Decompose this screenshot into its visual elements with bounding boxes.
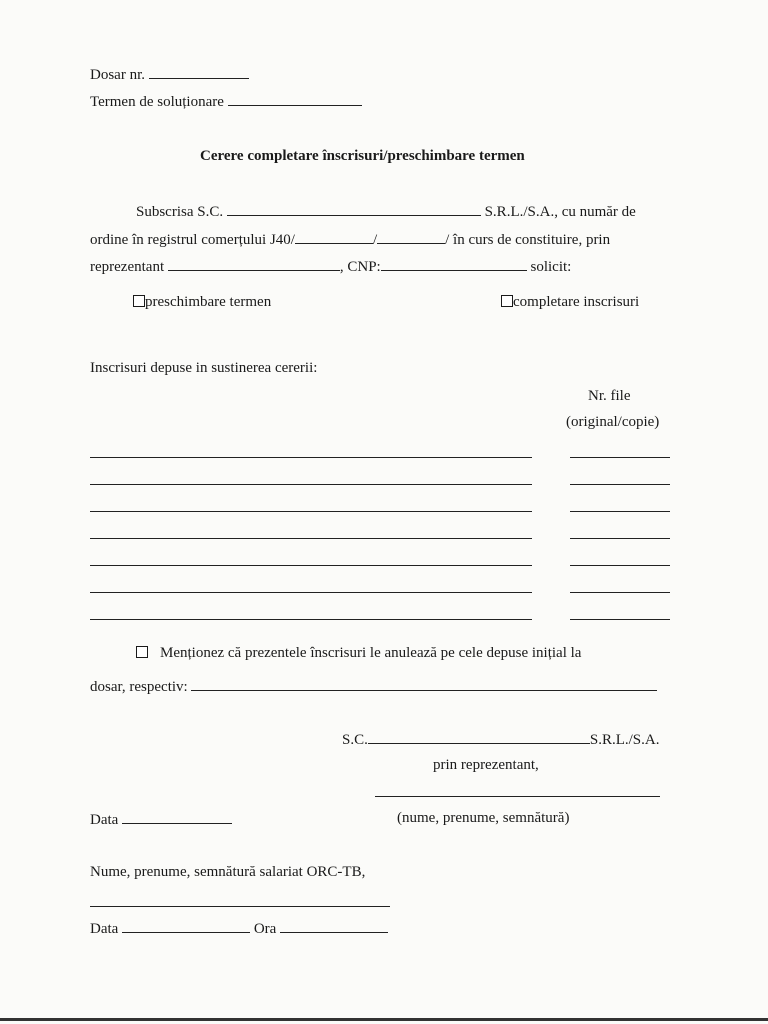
option-preschimbare-label: preschimbare termen bbox=[145, 294, 272, 310]
option-completare-label: completare inscrisuri bbox=[513, 294, 640, 310]
employee-signature-line[interactable] bbox=[90, 906, 390, 907]
sc-label: S.C. bbox=[342, 732, 368, 748]
signature-line[interactable] bbox=[375, 796, 660, 797]
termen-label: Termen de soluționare bbox=[90, 94, 224, 110]
document-row-line[interactable] bbox=[90, 619, 532, 620]
employee-date-input[interactable] bbox=[122, 918, 250, 933]
document-pages-line[interactable] bbox=[570, 457, 670, 458]
employee-date-time-field bbox=[90, 918, 388, 938]
termen-input[interactable] bbox=[228, 91, 362, 106]
document-row-line[interactable] bbox=[90, 538, 532, 539]
signature-date-input[interactable] bbox=[122, 809, 232, 824]
dosar-field bbox=[90, 64, 249, 84]
reprezentant-input[interactable] bbox=[168, 256, 340, 271]
registru-label: ordine în registrul comerțului J40/ bbox=[90, 232, 295, 248]
registru-separator: / bbox=[372, 232, 378, 248]
document-row-line[interactable] bbox=[90, 565, 532, 566]
document-row-line[interactable] bbox=[90, 457, 532, 458]
prin-reprezentant: prin reprezentant, bbox=[433, 757, 539, 773]
solicit-label: solicit: bbox=[530, 259, 572, 275]
mention-line-1 bbox=[136, 644, 673, 662]
documents-label: Inscrisuri depuse in sustinerea cererii: bbox=[90, 360, 318, 376]
document-row-line[interactable] bbox=[90, 484, 532, 485]
srl-label: S.R.L./S.A., cu număr de bbox=[484, 204, 636, 220]
cnp-label: , CNP: bbox=[339, 259, 381, 275]
checkbox-completare[interactable] bbox=[501, 295, 513, 307]
constituire-label: / în curs de constituire, prin bbox=[445, 232, 611, 248]
scan-edge bbox=[0, 1018, 768, 1021]
document-row-line[interactable] bbox=[90, 592, 532, 593]
checkbox-preschimbare[interactable] bbox=[133, 295, 145, 307]
document-pages-line[interactable] bbox=[570, 592, 670, 593]
mention-line-2 bbox=[90, 676, 657, 696]
employee-label: Nume, prenume, semnătură salariat ORC-TB, bbox=[90, 864, 366, 880]
nr-file-header: Nr. file bbox=[588, 388, 631, 404]
intro-line-1 bbox=[136, 201, 636, 221]
mention-text-1: Menționez că prezentele înscrisuri le anulează pe cele depuse inițial la bbox=[160, 645, 582, 661]
option-completare[interactable] bbox=[501, 293, 639, 311]
intro-line-3 bbox=[90, 256, 571, 276]
intro-line-2 bbox=[90, 229, 610, 249]
mention-text-2: dosar, respectiv: bbox=[90, 679, 188, 695]
registru-number-input[interactable] bbox=[295, 229, 373, 244]
signature-company-input[interactable] bbox=[368, 729, 590, 744]
ora-label: Ora bbox=[253, 921, 277, 937]
document-pages-line[interactable] bbox=[570, 484, 670, 485]
document-row-line[interactable] bbox=[90, 511, 532, 512]
dosar-label: Dosar nr. bbox=[90, 67, 145, 83]
signature-company-line bbox=[342, 729, 659, 749]
form-title: Cerere completare înscrisuri/preschimbare termen bbox=[200, 148, 525, 164]
employee-time-input[interactable] bbox=[280, 918, 388, 933]
subscrisa-label: Subscrisa S.C. bbox=[136, 204, 224, 220]
option-preschimbare[interactable] bbox=[133, 293, 271, 311]
original-copie-header: (original/copie) bbox=[566, 414, 660, 430]
signature-date-field bbox=[90, 809, 232, 829]
document-pages-line[interactable] bbox=[570, 511, 670, 512]
checkbox-mention[interactable] bbox=[136, 646, 148, 658]
srl-sa-label: S.R.L./S.A. bbox=[589, 732, 660, 748]
document-pages-line[interactable] bbox=[570, 619, 670, 620]
registru-year-input[interactable] bbox=[377, 229, 445, 244]
signature-caption: (nume, prenume, semnătură) bbox=[397, 810, 570, 826]
reprezentant-label: reprezentant bbox=[90, 259, 165, 275]
termen-field bbox=[90, 91, 362, 111]
cnp-input[interactable] bbox=[381, 256, 527, 271]
company-name-input[interactable] bbox=[227, 201, 481, 216]
dosar-number-input[interactable] bbox=[149, 64, 249, 79]
respectiv-input[interactable] bbox=[191, 676, 657, 691]
document-pages-line[interactable] bbox=[570, 565, 670, 566]
employee-data-label: Data bbox=[90, 921, 119, 937]
document-pages-line[interactable] bbox=[570, 538, 670, 539]
data-label: Data bbox=[90, 812, 119, 828]
